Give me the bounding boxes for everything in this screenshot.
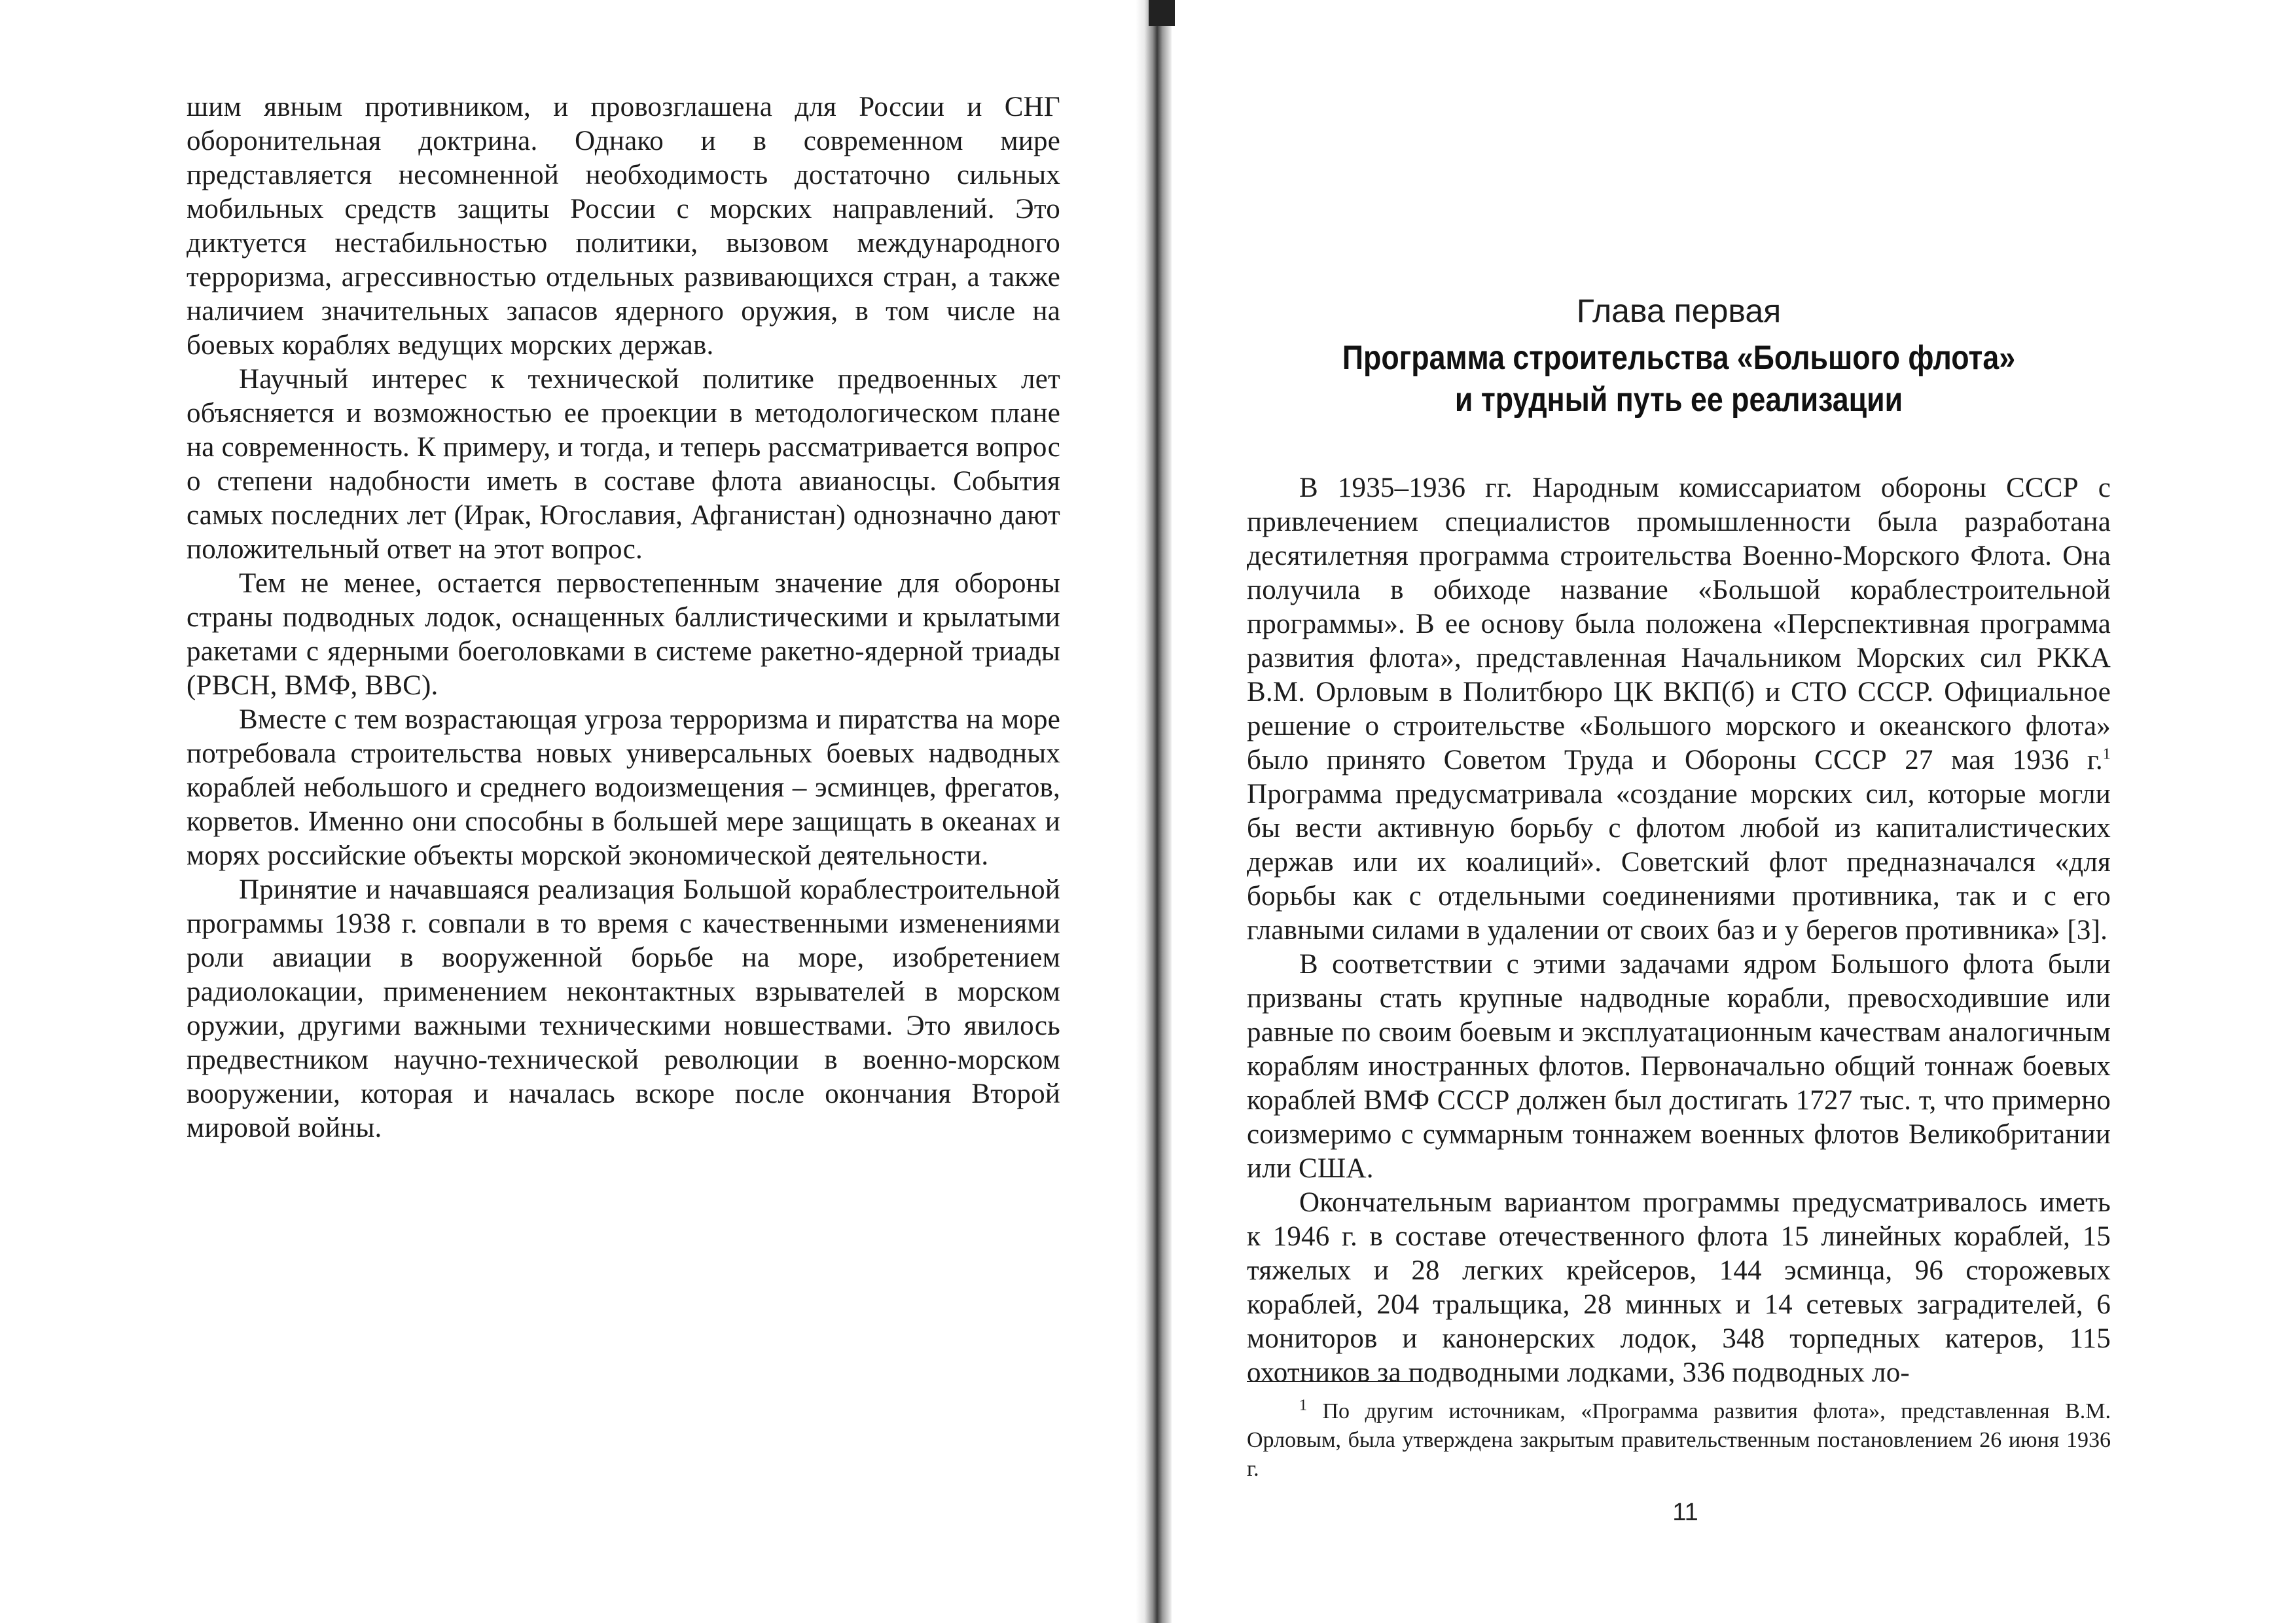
right-paragraph-2: В соответствии с этими задачами ядром Большого флота были призваны стать крупные надводные корабли, превосходившие или равные по своим боевым и эксплуатационным качествам аналогичным кораблям иностранных флотов. Первоначально общий тоннаж боевых кораблей ВМФ СССР должен был достигать 1727 тыс. т, что примерно соизмеримо с суммарным тоннажем военных флотов Великобритании или США. [1247,949,2111,1184]
right-paragraph-1-start: В 1935–1936 гг. Народным комиссариатом обороны СССР с привлечением специалистов промышленности была разработана десятилетняя программа строительства Военно-Морского Флота. Она получила в обиходе название «Большой кораблестроительной программы». В ее основу была положена «Перспективная программа развития флота», представленная Начальником Морских сил РККА В.М. Орловым в Политбюро ЦК ВКП(б) и СТО СССР. Официальное решение о строительстве «Большого морского и океанского флота» было принято Советом Труда и Обороны СССР 27 мая 1936 г. [1247,473,2111,776]
footnote [1247,1397,2111,1484]
left-paragraph-5: Принятие и начавшаяся реализация Большой кораблестроительной программы 1938 г. совпали в то время с качественными изменениями роли авиации в вооруженной борьбе на море, изобретением радиолокации, применением неконтактных взрывателей в морском оружии, другими важными техническими новшествами. Это явилось предвестником научно-технической революции в военно-морском вооружении, которая и началась вскоре после окончания Второй мировой войны. [187,874,1060,1143]
gutter-shadow [1149,0,1175,26]
footnote-text: По другим источникам, «Программа развития флота», представленная В.М. Орловым, была утверждена закрытым правительственным постановлением 26 июня 1936 г. [1247,1399,2111,1481]
right-page-body [1247,471,2111,1390]
chapter-title-line-1: Программа строительства «Большого флота» [1342,339,2016,377]
chapter-title-line-2: и трудный путь ее реализации [1454,381,1903,419]
left-paragraph-1: шим явным противником, и провозглашена для России и СНГ оборонительная доктрина. Однако и в современном мире представляется несомненной необходимость достаточно сильных мобильных средств защиты России с морских направлений. Это диктуется нестабильностью политики, вызовом международного терроризма, агрессивностью отдельных развивающихся стран, а также наличием значительных запасов ядерного оружия, в том числе на боевых кораблях ведущих морских держав. [187,92,1060,361]
page-number: 11 [1672,1499,1698,1526]
chapter-label: Глава первая [1576,293,1782,329]
left-paragraph-2: Научный интерес к технической политике предвоенных лет объясняется и возможностью ее проекции в методологическом плане на современность. К примеру, и тогда, и теперь рассматривается вопрос о степени надобности иметь в составе флота авианосцы. События самых последних лет (Ирак, Югославия, Афганистан) однозначно дают положительный ответ на этот вопрос. [187,364,1060,565]
left-page [187,90,1060,1145]
right-paragraph-1 [1247,471,2111,948]
chapter-title [1307,337,2050,421]
left-paragraph-3: Тем не менее, остается первостепенным значение для обороны страны подводных лодок, оснащенных баллистическими и крылатыми ракетами с ядерными боеголовками в системе ракетно-ядерной триады (РВСН, ВМФ, ВВС). [187,568,1060,701]
left-paragraph-4: Вместе с тем возрастающая угроза терроризма и пиратства на море потребовала строительства новых универсальных боевых надводных кораблей небольшого и среднего водоизмещения – эсминцев, фрегатов, корветов. Именно они способны в большей мере защищать в океанах и морях российские объекты морской экономической деятельности. [187,704,1060,871]
right-paragraph-1-end: Программа предусматривала «создание морских сил, которые могли бы вести активную борьбу с флотом любой из капиталистических держав или их коалиций». Советский флот предназначался «для борьбы как с отдельными соединениями противника, так и с его главными силами в удалении от своих баз и у берегов противника» [3]. [1247,779,2111,946]
footnote-reference: 1 [2102,745,2111,763]
right-paragraph-3: Окончательным вариантом программы предусматривалось иметь к 1946 г. в составе отечественного флота 15 линейных кораблей, 15 тяжелых и 28 легких крейсеров, 144 эсминца, 96 сторожевых кораблей, 204 тральщика, 28 минных и 14 сетевых заградителей, 6 мониторов и канонерских лодок, 348 торпедных катеров, 115 охотников за подводными лодками, 336 подводных ло- [1247,1187,2111,1388]
book-gutter [1136,0,1172,1623]
footnote-mark: 1 [1299,1397,1307,1414]
footnote-divider [1247,1381,1424,1382]
